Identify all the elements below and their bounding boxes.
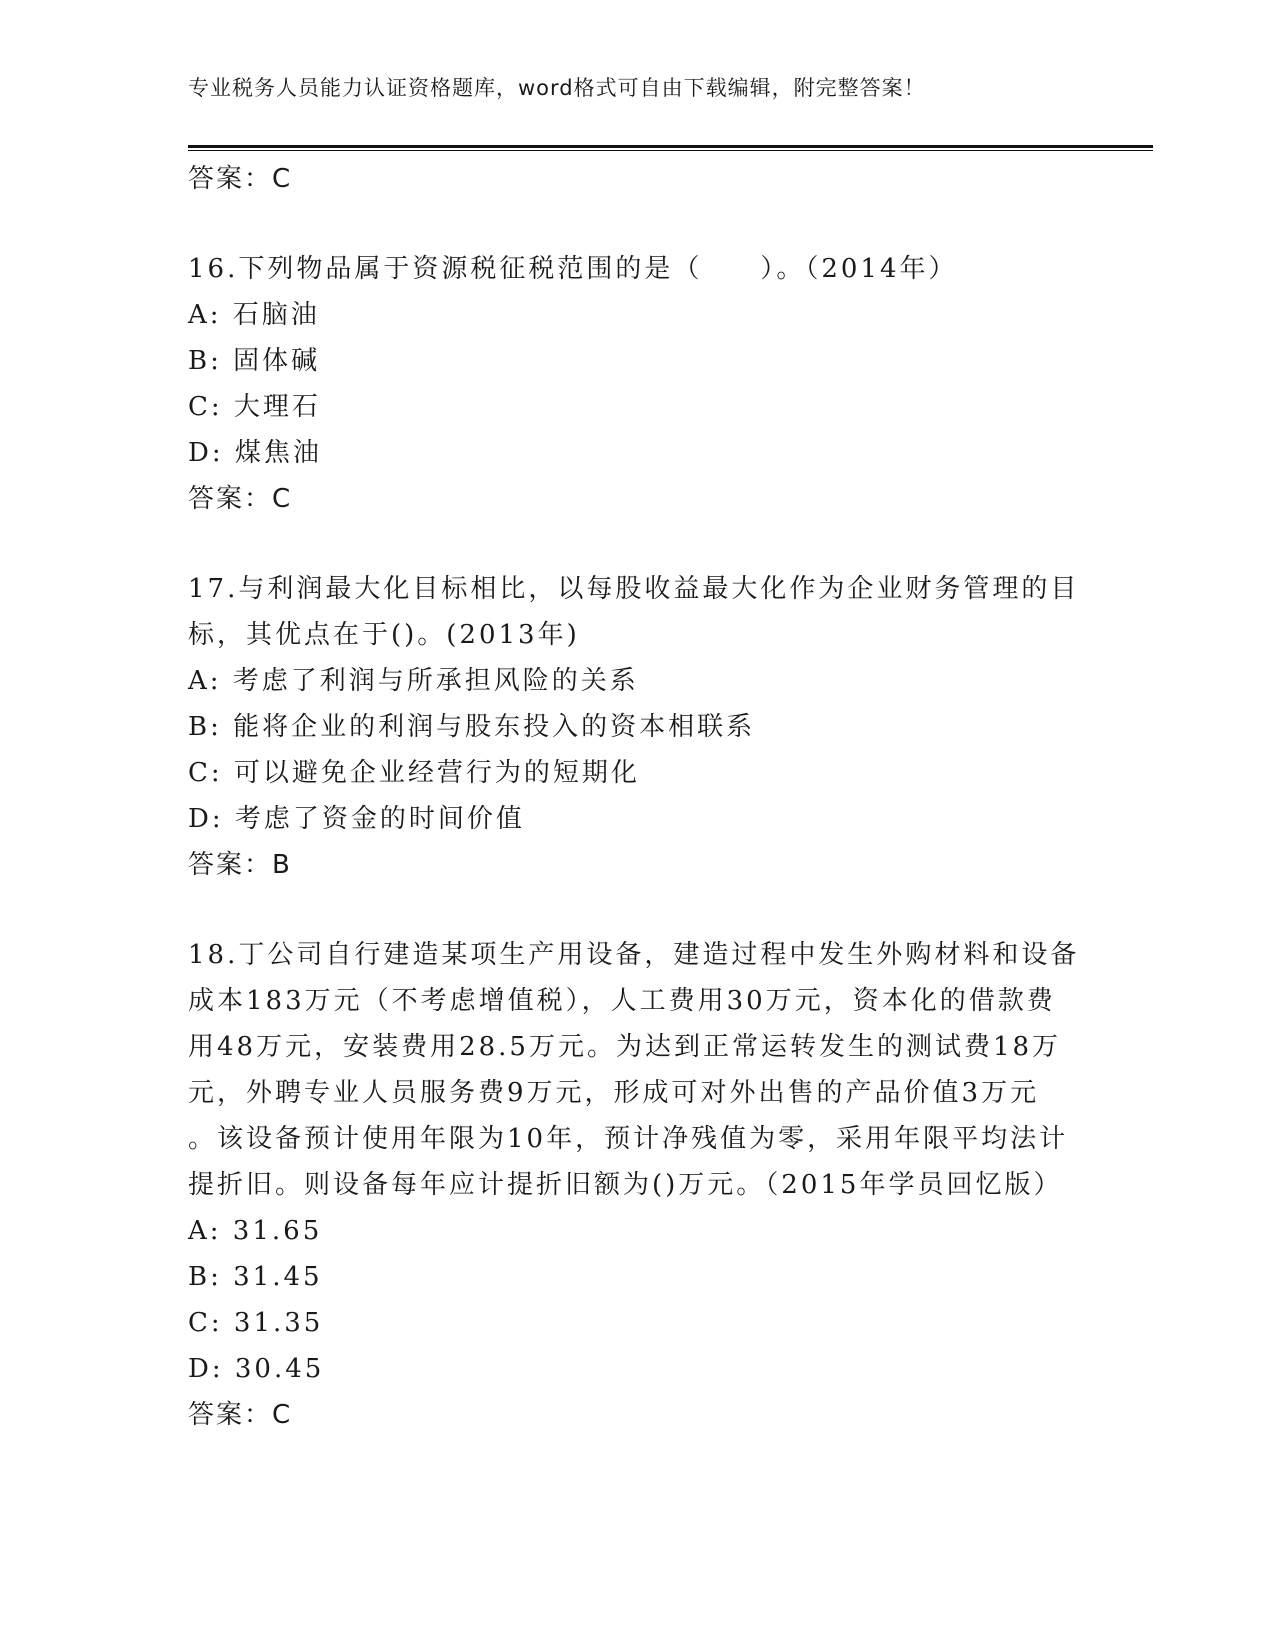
answer-line: 答案：C <box>188 1400 293 1430</box>
option-d: D: 考虑了资金的时间价值 <box>188 804 525 834</box>
option-d: D: 煤焦油 <box>188 438 322 468</box>
answer-line: 答案：C <box>188 164 293 194</box>
option-b: B: 固体碱 <box>188 346 321 376</box>
question-stem: 用48万元，安装费用28.5万元。为达到正常运转发生的测试费18万 <box>188 1032 1062 1062</box>
question-stem: 成本183万元（不考虑增值税），人工费用30万元，资本化的借款费 <box>188 986 1056 1016</box>
header-divider <box>188 145 1153 151</box>
option-a: A: 石脑油 <box>188 300 320 330</box>
document-body <box>188 156 1088 1438</box>
option-c: C: 31.35 <box>188 1308 324 1338</box>
option-a: A: 31.65 <box>188 1216 323 1246</box>
option-c: C: 大理石 <box>188 392 321 422</box>
option-b: B: 能将企业的利润与股东投入的资本相联系 <box>188 712 756 742</box>
answer-line: 答案：C <box>188 484 293 514</box>
spacer <box>188 522 1088 566</box>
question-17 <box>188 566 1088 888</box>
question-16 <box>188 246 1088 522</box>
question-stem: 17.与利润最大化目标相比，以每股收益最大化作为企业财务管理的目 <box>188 574 1080 604</box>
question-stem: 元，外聘专业人员服务费9万元，形成可对外出售的产品价值3万元 <box>188 1078 1040 1108</box>
question-18 <box>188 932 1088 1438</box>
option-c: C: 可以避免企业经营行为的短期化 <box>188 758 640 788</box>
option-a: A: 考虑了利润与所承担风险的关系 <box>188 666 639 696</box>
question-stem: 。该设备预计使用年限为10年，预计净残值为零，采用年限平均法计 <box>188 1124 1069 1154</box>
question-stem: 18.丁公司自行建造某项生产用设备，建造过程中发生外购材料和设备 <box>188 940 1080 970</box>
spacer <box>188 202 1088 246</box>
option-d: D: 30.45 <box>188 1354 325 1384</box>
option-b: B: 31.45 <box>188 1262 323 1292</box>
question-stem: 提折旧。则设备每年应计提折旧额为()万元。（2015年学员回忆版） <box>188 1170 1063 1200</box>
answer-line: 答案：B <box>188 850 292 880</box>
spacer <box>188 888 1088 932</box>
question-stem: 标，其优点在于()。(2013年) <box>188 620 580 650</box>
question-stem: 16.下列物品属于资源税征税范围的是（ ）。（2014年） <box>188 254 958 284</box>
page-header: 专业税务人员能力认证资格题库，word格式可自由下载编辑，附完整答案！ <box>188 76 926 100</box>
